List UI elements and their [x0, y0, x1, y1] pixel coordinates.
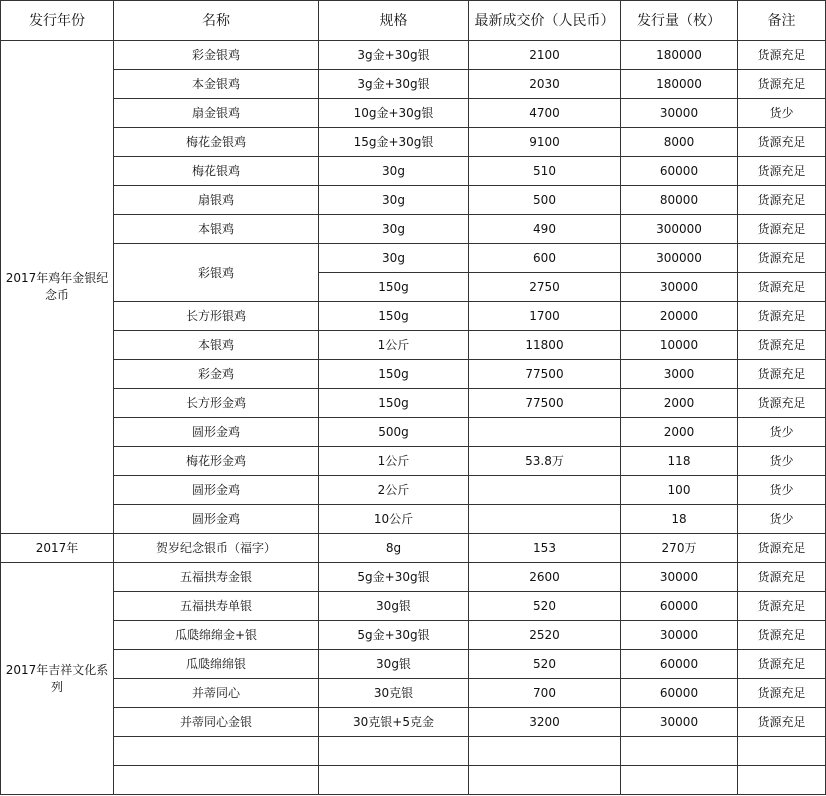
- note-cell: 货少: [738, 418, 826, 447]
- price-cell: 2520: [469, 621, 621, 650]
- spec-cell: 10公斤: [319, 505, 469, 534]
- price-cell: 153: [469, 534, 621, 563]
- table-row: [1, 244, 826, 273]
- coin-name-cell: 扇银鸡: [114, 186, 319, 215]
- spec-cell: 500g: [319, 418, 469, 447]
- note-cell: 货源充足: [738, 331, 826, 360]
- spec-cell: 150g: [319, 273, 469, 302]
- quantity-cell: 60000: [621, 157, 738, 186]
- table-row: [1, 447, 826, 476]
- note-cell: 货少: [738, 99, 826, 128]
- table-body: [1, 1, 826, 795]
- table-row: [1, 99, 826, 128]
- table-row: [1, 476, 826, 505]
- table-row: [1, 766, 826, 795]
- price-cell: 4700: [469, 99, 621, 128]
- quantity-cell: 300000: [621, 215, 738, 244]
- spec-cell: 30g: [319, 215, 469, 244]
- price-cell: 600: [469, 244, 621, 273]
- note-cell: [738, 766, 826, 795]
- note-cell: 货源充足: [738, 621, 826, 650]
- price-cell: 77500: [469, 360, 621, 389]
- note-cell: 货源充足: [738, 650, 826, 679]
- spec-cell: [319, 737, 469, 766]
- table-row: [1, 128, 826, 157]
- price-cell: 2100: [469, 41, 621, 70]
- coin-name-cell: 梅花金银鸡: [114, 128, 319, 157]
- note-cell: 货源充足: [738, 70, 826, 99]
- quantity-cell: 180000: [621, 41, 738, 70]
- quantity-cell: [621, 737, 738, 766]
- price-cell: 2030: [469, 70, 621, 99]
- table-row: [1, 534, 826, 563]
- coin-name-cell: 五福拱寿金银: [114, 563, 319, 592]
- table-row: [1, 418, 826, 447]
- spec-cell: 30g银: [319, 592, 469, 621]
- note-cell: 货源充足: [738, 708, 826, 737]
- note-cell: [738, 737, 826, 766]
- table-row: [1, 215, 826, 244]
- issue-year-cell: 2017年吉祥文化系列: [1, 563, 114, 795]
- table-row: [1, 592, 826, 621]
- quantity-cell: 18: [621, 505, 738, 534]
- table-row: [1, 679, 826, 708]
- table-row: [1, 360, 826, 389]
- spec-cell: 30g: [319, 244, 469, 273]
- price-cell: 510: [469, 157, 621, 186]
- price-cell: 11800: [469, 331, 621, 360]
- spec-cell: 150g: [319, 360, 469, 389]
- table-row: [1, 157, 826, 186]
- table-row: [1, 302, 826, 331]
- header-note: 备注: [738, 1, 826, 41]
- spec-cell: 3g金+30g银: [319, 41, 469, 70]
- coin-name-cell: 瓜瓞绵绵金+银: [114, 621, 319, 650]
- header-name: 名称: [114, 1, 319, 41]
- coin-name-cell: 扇金银鸡: [114, 99, 319, 128]
- spec-cell: 30g银: [319, 650, 469, 679]
- spec-cell: 5g金+30g银: [319, 621, 469, 650]
- price-cell: [469, 737, 621, 766]
- note-cell: 货源充足: [738, 41, 826, 70]
- note-cell: 货源充足: [738, 244, 826, 273]
- price-cell: 2750: [469, 273, 621, 302]
- spec-cell: 30g: [319, 157, 469, 186]
- note-cell: 货源充足: [738, 215, 826, 244]
- table-row: [1, 708, 826, 737]
- coin-name-cell: 梅花形金鸡: [114, 447, 319, 476]
- coin-name-cell: 本银鸡: [114, 331, 319, 360]
- spec-cell: 8g: [319, 534, 469, 563]
- coin-name-cell: 彩金鸡: [114, 360, 319, 389]
- price-cell: [469, 476, 621, 505]
- table-row: [1, 737, 826, 766]
- note-cell: 货源充足: [738, 157, 826, 186]
- note-cell: 货源充足: [738, 563, 826, 592]
- note-cell: 货源充足: [738, 273, 826, 302]
- price-cell: 77500: [469, 389, 621, 418]
- quantity-cell: 180000: [621, 70, 738, 99]
- price-cell: [469, 418, 621, 447]
- price-cell: 520: [469, 592, 621, 621]
- spec-cell: 2公斤: [319, 476, 469, 505]
- note-cell: 货源充足: [738, 360, 826, 389]
- spec-cell: [319, 766, 469, 795]
- note-cell: 货源充足: [738, 186, 826, 215]
- spec-cell: 15g金+30g银: [319, 128, 469, 157]
- table-row: [1, 186, 826, 215]
- coin-name-cell: 五福拱寿单银: [114, 592, 319, 621]
- quantity-cell: 30000: [621, 273, 738, 302]
- quantity-cell: 2000: [621, 389, 738, 418]
- quantity-cell: 30000: [621, 563, 738, 592]
- spec-cell: 3g金+30g银: [319, 70, 469, 99]
- coin-name-cell: 瓜瓞绵绵银: [114, 650, 319, 679]
- coin-name-cell: 彩金银鸡: [114, 41, 319, 70]
- price-cell: 2600: [469, 563, 621, 592]
- quantity-cell: 30000: [621, 621, 738, 650]
- price-cell: 3200: [469, 708, 621, 737]
- quantity-cell: 8000: [621, 128, 738, 157]
- price-cell: [469, 505, 621, 534]
- quantity-cell: 30000: [621, 708, 738, 737]
- table-row: [1, 505, 826, 534]
- table-row: [1, 563, 826, 592]
- price-cell: 1700: [469, 302, 621, 331]
- coin-name-cell: 本金银鸡: [114, 70, 319, 99]
- note-cell: 货少: [738, 476, 826, 505]
- quantity-cell: 20000: [621, 302, 738, 331]
- note-cell: 货少: [738, 505, 826, 534]
- coin-name-cell: 本银鸡: [114, 215, 319, 244]
- table-row: [1, 389, 826, 418]
- spec-cell: 5g金+30g银: [319, 563, 469, 592]
- spec-cell: 1公斤: [319, 447, 469, 476]
- price-cell: 700: [469, 679, 621, 708]
- table-row: [1, 331, 826, 360]
- coin-name-cell: [114, 766, 319, 795]
- spec-cell: 30克银: [319, 679, 469, 708]
- spec-cell: 150g: [319, 389, 469, 418]
- coin-name-cell: 圆形金鸡: [114, 476, 319, 505]
- note-cell: 货源充足: [738, 592, 826, 621]
- table-row: [1, 621, 826, 650]
- quantity-cell: 2000: [621, 418, 738, 447]
- table-row: [1, 650, 826, 679]
- quantity-cell: 270万: [621, 534, 738, 563]
- header-spec: 规格: [319, 1, 469, 41]
- quantity-cell: 300000: [621, 244, 738, 273]
- quantity-cell: 3000: [621, 360, 738, 389]
- coin-name-cell: 彩银鸡: [114, 244, 319, 302]
- note-cell: 货源充足: [738, 534, 826, 563]
- coin-name-cell: 并蒂同心: [114, 679, 319, 708]
- quantity-cell: 80000: [621, 186, 738, 215]
- quantity-cell: 100: [621, 476, 738, 505]
- header-quantity: 发行量（枚）: [621, 1, 738, 41]
- table-row: [1, 41, 826, 70]
- price-cell: [469, 766, 621, 795]
- coin-name-cell: 并蒂同心金银: [114, 708, 319, 737]
- note-cell: 货源充足: [738, 389, 826, 418]
- quantity-cell: 60000: [621, 650, 738, 679]
- spec-cell: 30g: [319, 186, 469, 215]
- coin-name-cell: 圆形金鸡: [114, 418, 319, 447]
- quantity-cell: [621, 766, 738, 795]
- quantity-cell: 30000: [621, 99, 738, 128]
- coin-name-cell: 长方形金鸡: [114, 389, 319, 418]
- header-price: 最新成交价（人民币）: [469, 1, 621, 41]
- coin-name-cell: 梅花银鸡: [114, 157, 319, 186]
- spec-cell: 10g金+30g银: [319, 99, 469, 128]
- issue-year-cell: 2017年鸡年金银纪念币: [1, 41, 114, 534]
- note-cell: 货少: [738, 447, 826, 476]
- header-year: 发行年份: [1, 1, 114, 41]
- note-cell: 货源充足: [738, 302, 826, 331]
- issue-year-cell: 2017年: [1, 534, 114, 563]
- note-cell: 货源充足: [738, 679, 826, 708]
- spec-cell: 1公斤: [319, 331, 469, 360]
- spec-cell: 150g: [319, 302, 469, 331]
- price-cell: 9100: [469, 128, 621, 157]
- quantity-cell: 118: [621, 447, 738, 476]
- quantity-cell: 60000: [621, 679, 738, 708]
- price-cell: 500: [469, 186, 621, 215]
- note-cell: 货源充足: [738, 128, 826, 157]
- coin-name-cell: 长方形银鸡: [114, 302, 319, 331]
- coin-name-cell: [114, 737, 319, 766]
- price-cell: 490: [469, 215, 621, 244]
- coin-name-cell: 圆形金鸡: [114, 505, 319, 534]
- header-row: [1, 1, 826, 41]
- quantity-cell: 10000: [621, 331, 738, 360]
- spec-cell: 30克银+5克金: [319, 708, 469, 737]
- table-row: [1, 70, 826, 99]
- quantity-cell: 60000: [621, 592, 738, 621]
- coin-name-cell: 贺岁纪念银币（福字）: [114, 534, 319, 563]
- price-cell: 53.8万: [469, 447, 621, 476]
- price-cell: 520: [469, 650, 621, 679]
